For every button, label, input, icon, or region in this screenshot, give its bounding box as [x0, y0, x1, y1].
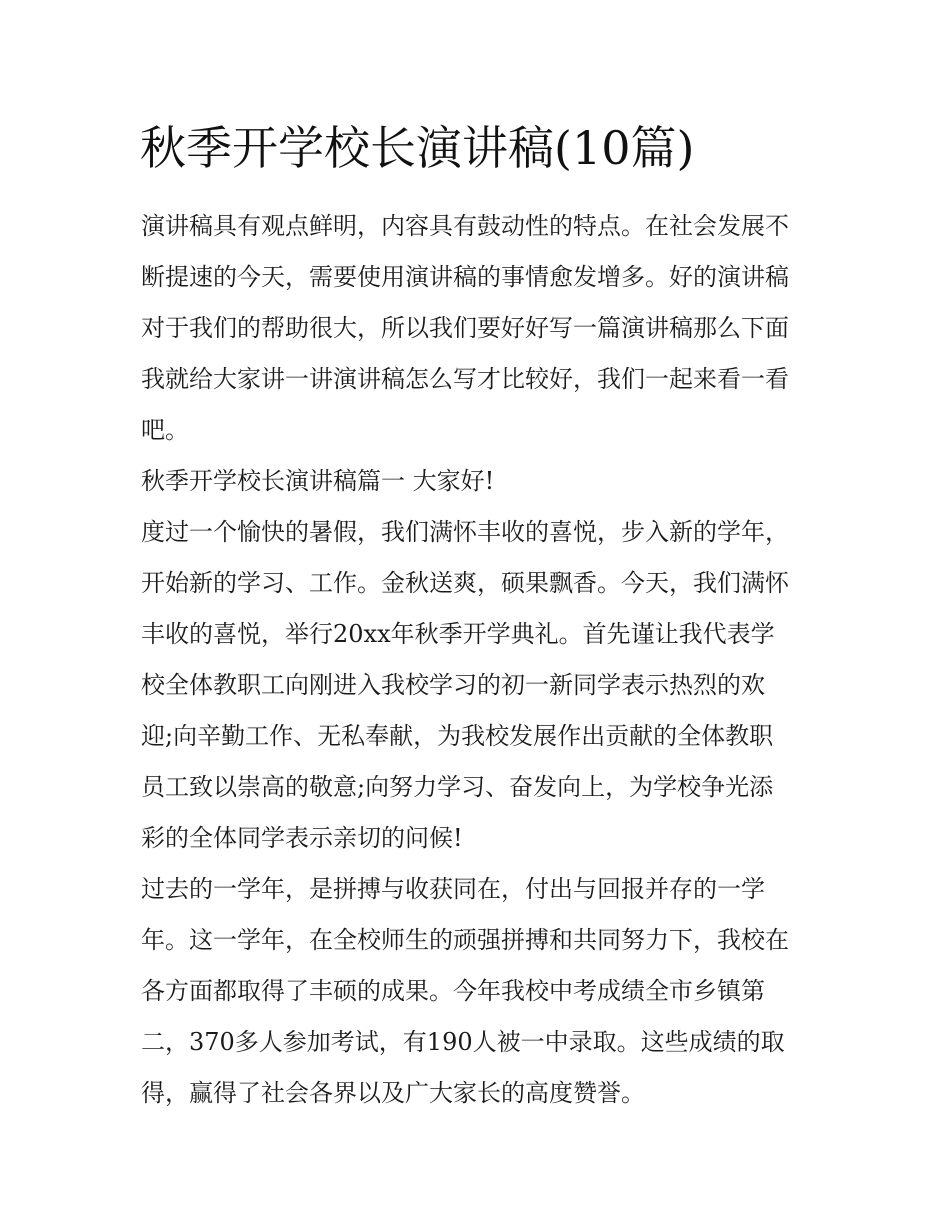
text-line: 开始新的学习、工作。金秋送爽，硕果飘香。今天，我们满怀 [141, 569, 789, 597]
text-line: 员工致以崇高的敬意;向努力学习、奋发向上，为学校争光添 [141, 773, 774, 801]
text-line: 我就给大家讲一讲演讲稿怎么写才比较好，我们一起来看一看 [141, 365, 789, 393]
section-heading-line: 秋季开学校长演讲稿篇一 大家好! [141, 467, 495, 495]
text-line: 吧。 [141, 416, 189, 444]
text-line: 得，赢得了社会各界以及广大家长的高度赞誉。 [141, 1079, 645, 1107]
document-title: 秋季开学校长演讲稿(10篇) [140, 121, 695, 175]
text-line: 年。这一学年，在全校师生的顽强拼搏和共同努力下，我校在 [141, 926, 789, 954]
document-body [141, 201, 809, 1119]
text-line: 校全体教职工向刚进入我校学习的初一新同学表示热烈的欢 [141, 671, 765, 699]
text-line: 彩的全体同学表示亲切的问候! [141, 824, 463, 852]
text-line: 对于我们的帮助很大，所以我们要好好写一篇演讲稿那么下面 [141, 314, 789, 342]
text-line: 各方面都取得了丰硕的成果。今年我校中考成绩全市乡镇第 [141, 977, 765, 1005]
text-line: 迎;向辛勤工作、无私奉献，为我校发展作出贡献的全体教职 [141, 722, 774, 750]
text-line: 二，370多人参加考试，有190人被一中录取。这些成绩的取 [141, 1028, 785, 1056]
text-line: 过去的一学年，是拼搏与收获同在，付出与回报并存的一学 [141, 875, 765, 903]
text-line: 丰收的喜悦，举行20xx年秋季开学典礼。首先谨让我代表学 [141, 620, 775, 648]
text-line: 断提速的今天，需要使用演讲稿的事情愈发增多。好的演讲稿 [141, 263, 789, 291]
text-line: 演讲稿具有观点鲜明，内容具有鼓动性的特点。在社会发展不 [141, 212, 789, 240]
text-line: 度过一个愉快的暑假，我们满怀丰收的喜悦，步入新的学年， [141, 518, 789, 546]
